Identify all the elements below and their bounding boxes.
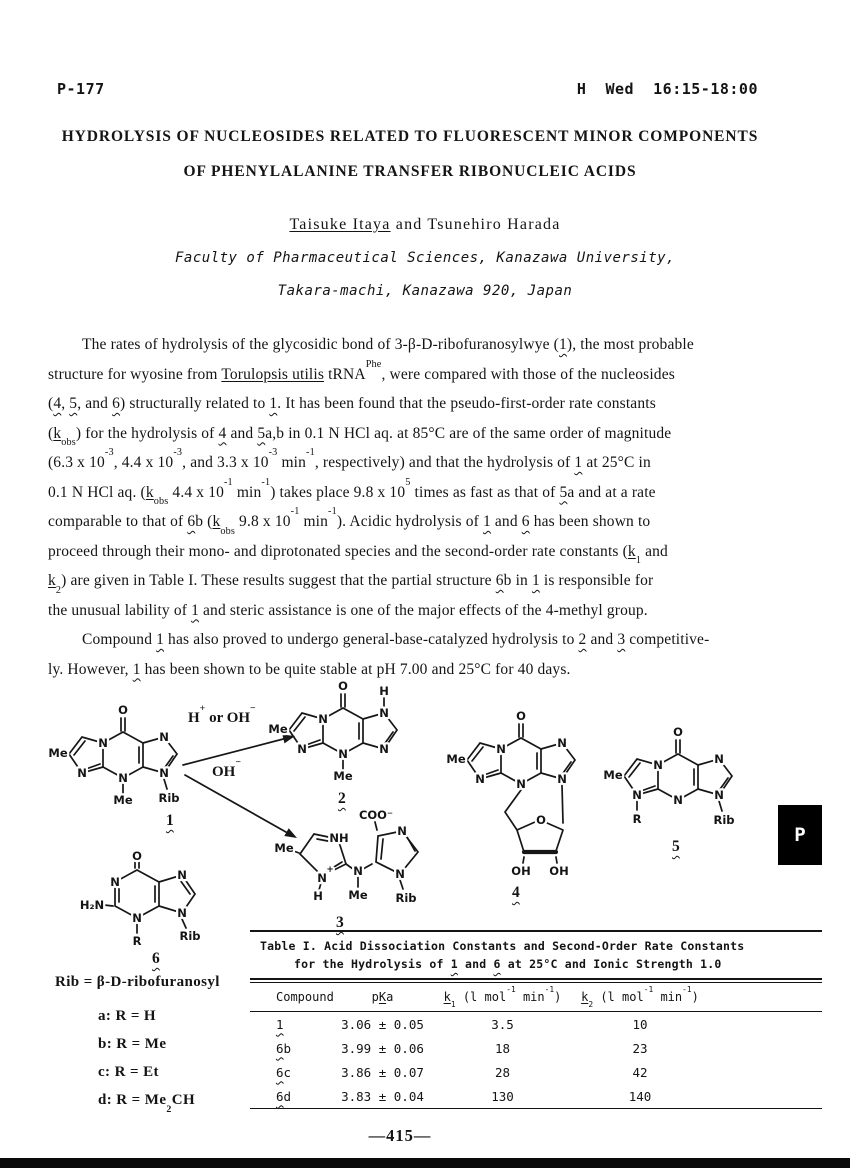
k2-cell: 10 [632, 1016, 648, 1032]
atom-label: Me [603, 768, 623, 782]
compound-6-structure [62, 848, 212, 948]
compound-3-structure [272, 806, 432, 911]
atom-label: Me [113, 793, 133, 807]
atom-label: O [118, 703, 128, 717]
atom-label: N [159, 730, 169, 744]
abstract-line: ly. However, 1 has been shown to be quite stable at pH 7.00 and 25°C for 40 days. [48, 660, 571, 678]
atom-label: N [159, 766, 169, 780]
rib-definition: Rib = β-D-ribofuranosyl [55, 974, 220, 990]
abstract-line: Compound 1 has also proved to undergo general-base-catalyzed hydrolysis to 2 and 3 competitive- [82, 631, 710, 648]
atom-label: Rib [395, 891, 417, 905]
k2-cell: 23 [632, 1040, 648, 1056]
abstract-paragraph [48, 330, 818, 684]
abstract-line: (6.3 x $10^{-3}$, 4.4 x $10^{-3}$, and 3.3 x $10^{-3}$ $\min^{-1}$, respectively) and that the hydrolysis of 1 at 25°C in [48, 447, 651, 471]
abstract-line: proceed through their mono- and diprotonated species and the second-order rate constants ($k_1$ and [48, 542, 668, 567]
atom-label: O [673, 725, 683, 739]
table-header-row [250, 983, 822, 1011]
pka-cell: 3.86 ± 0.07 [341, 1064, 424, 1080]
atom-label: H [379, 684, 389, 698]
r-group-item-d: d: $R = Me_2CH$ [98, 1092, 196, 1115]
atom-label: N [318, 712, 328, 726]
pka-cell: 3.06 ± 0.05 [341, 1016, 424, 1032]
atom-label: N [714, 788, 724, 802]
compound-cell: 1 [276, 1016, 284, 1032]
k2-cell: 140 [628, 1088, 652, 1104]
atom-label: Me [48, 746, 68, 760]
atom-label: N [516, 777, 526, 791]
k1-cell: 18 [494, 1040, 511, 1056]
atom-label: Rib [713, 813, 735, 827]
atom-label: N [557, 736, 567, 750]
atom-label: N [653, 758, 663, 772]
atom-label: N [118, 771, 128, 785]
atom-label: N [557, 772, 567, 786]
atom-label: N [177, 906, 187, 920]
atom-label: COO⁻ [358, 808, 394, 822]
atom-label: N [110, 875, 120, 889]
atom-labels [48, 703, 179, 807]
atom-label: R [132, 934, 142, 948]
abstract-line: comparable to that of 6b ($k_{obs}$ 9.8 x $10^{-1}$ $\min^{-1}$). Acidic hydrolysis of 1 and 6 has been shown to [48, 506, 651, 537]
authors: Taisuke Itaya and Tsunehiro Harada [289, 216, 561, 233]
session-time: H Wed 16:15-18:00 [576, 80, 758, 98]
atom-label: N [77, 766, 87, 780]
atom-label: N [353, 864, 363, 878]
column-header-pka: pKa [371, 990, 394, 1004]
arrow-condition-acid-base: H+ or OH− [188, 702, 256, 726]
compound-1-structure [45, 700, 195, 812]
atom-label: R [632, 812, 642, 826]
abstract-line: $(k_{obs})$ for the hydrolysis of 4 and 5a,b in 0.1 N HCl aq. at 85°C are of the same order of magnitude [48, 424, 672, 449]
table-row [250, 1060, 822, 1084]
atom-label: N [98, 736, 108, 750]
atom-label: Me [268, 722, 288, 736]
atom-label: N [379, 742, 389, 756]
k2-cell: 42 [632, 1064, 648, 1080]
compound-cell: 6b [276, 1040, 292, 1056]
pka-cell: 3.99 ± 0.06 [341, 1040, 424, 1056]
atom-label: Rib [158, 791, 180, 805]
atom-label: NH [329, 831, 349, 845]
table-title-line2: for the Hydrolysis of 1 and 6 at 25°C and Ionic Strength 1.0 [294, 957, 722, 971]
page-title-line2: OF PHENYLALANINE TRANSFER RIBONUCLEIC ACIDS [183, 163, 637, 180]
page-number: —415— [368, 1126, 432, 1145]
atom-labels [80, 849, 201, 948]
atom-label: N [338, 747, 348, 761]
affiliation-line1: Faculty of Pharmaceutical Sciences, Kanazawa University, [174, 250, 675, 266]
pka-cell: 3.83 ± 0.04 [341, 1088, 424, 1104]
abstract-line: $k_2$) are given in Table I. These results suggest that the partial structure 6b in 1 is responsible for [48, 572, 654, 596]
paper-number: P-177 [57, 80, 105, 98]
atom-label: N [397, 824, 407, 838]
abstract-line: the unusual lability of 1 and steric assistance is one of the major effects of the 4-methyl group. [48, 601, 648, 619]
table-row [250, 1012, 822, 1036]
compound-1-number: 1 [166, 812, 174, 829]
atom-label: O [516, 709, 526, 723]
compound-4-number: 4 [512, 884, 520, 901]
atom-labels [274, 808, 416, 905]
atom-label: OH [511, 864, 531, 878]
abstract-line: The rates of hydrolysis of the glycosidic bond of 3-β-D-ribofuranosylwye (1), the most probable [82, 336, 694, 353]
atom-label: Me [333, 769, 353, 783]
compound-4-structure [443, 706, 593, 881]
page-title-line1: HYDROLYSIS OF NUCLEOSIDES RELATED TO FLUORESCENT MINOR COMPONENTS [61, 128, 759, 145]
compound-5-number: 5 [672, 838, 680, 855]
atom-label: OH [549, 864, 569, 878]
affiliation-line2: Takara-machi, Kanazawa 920, Japan [277, 283, 573, 299]
page-edge-bar [0, 1158, 850, 1168]
table-row [250, 1036, 822, 1060]
k1-cell: 130 [491, 1088, 514, 1104]
r-group-item-b: b: R = Me [98, 1036, 167, 1052]
atom-label: N [475, 772, 485, 786]
compound-6-number: 6 [152, 950, 160, 967]
compound-cell: 6c [276, 1064, 292, 1080]
atom-label: N [317, 871, 327, 885]
atom-label: O [536, 813, 546, 827]
r-group-item-a: a: R = H [98, 1008, 156, 1024]
atom-label: O [132, 849, 142, 863]
column-header-k1: $k_1$ (l mol$^{-1}$ $\min^{-1}$) [443, 984, 562, 1010]
atom-label: H [313, 889, 323, 903]
atom-label: N [395, 867, 405, 881]
atom-label: H₂N [79, 898, 105, 912]
table-title-line1: Table I. Acid Dissociation Constants and Second-Order Rate Constants [260, 939, 745, 953]
atom-label: N [632, 788, 642, 802]
atom-label: O [338, 679, 348, 693]
abstract-line: structure for wyosine from Torulopsis utilis tRNA$^{Phe}$, were compared with those of the nucleosides [48, 358, 675, 383]
atom-label: N [297, 742, 307, 756]
k1-cell: 3.5 [491, 1016, 514, 1032]
k1-cell: 28 [494, 1064, 511, 1080]
atom-label: Me [348, 888, 368, 902]
atom-label: N [673, 793, 683, 807]
atom-label: Me [446, 752, 466, 766]
atom-label: Rib [179, 929, 201, 943]
column-header-k2: $k_2$ (l mol$^{-1}$ $\min^{-1}$) [581, 984, 699, 1010]
table-bottom-rule [250, 1108, 822, 1109]
compound-5-structure [600, 722, 750, 834]
atom-label: N [714, 752, 724, 766]
atom-label: N [177, 868, 187, 882]
atom-label: N [379, 706, 389, 720]
atom-label: N [496, 742, 506, 756]
r-group-item-c: c: R = Et [98, 1064, 159, 1080]
column-header-compound: Compound [276, 990, 334, 1004]
table-row [250, 1084, 822, 1108]
compound-3-number: 3 [336, 914, 344, 931]
atom-label: N [132, 911, 142, 925]
section-thumb-tab: P [778, 805, 822, 865]
atom-label: Me [274, 841, 294, 855]
table-1 [250, 930, 822, 1109]
charge-label: + [326, 865, 334, 875]
arrow-condition-base: OH− [212, 756, 241, 780]
abstract-line: (4, 5, and 6) structurally related to 1. It has been found that the pseudo-first-order rate constants [48, 395, 656, 412]
compound-2-number: 2 [338, 790, 346, 807]
abstract-line: 0.1 N HCl aq. ($k_{obs}$ 4.4 x $10^{-1}$ $\min^{-1}$) takes place 9.8 x $10^5$ times as fast as that of 5a and at a rate [48, 476, 656, 508]
compound-cell: 6d [276, 1088, 292, 1104]
atom-labels [268, 679, 388, 783]
compound-2-structure [265, 676, 415, 788]
